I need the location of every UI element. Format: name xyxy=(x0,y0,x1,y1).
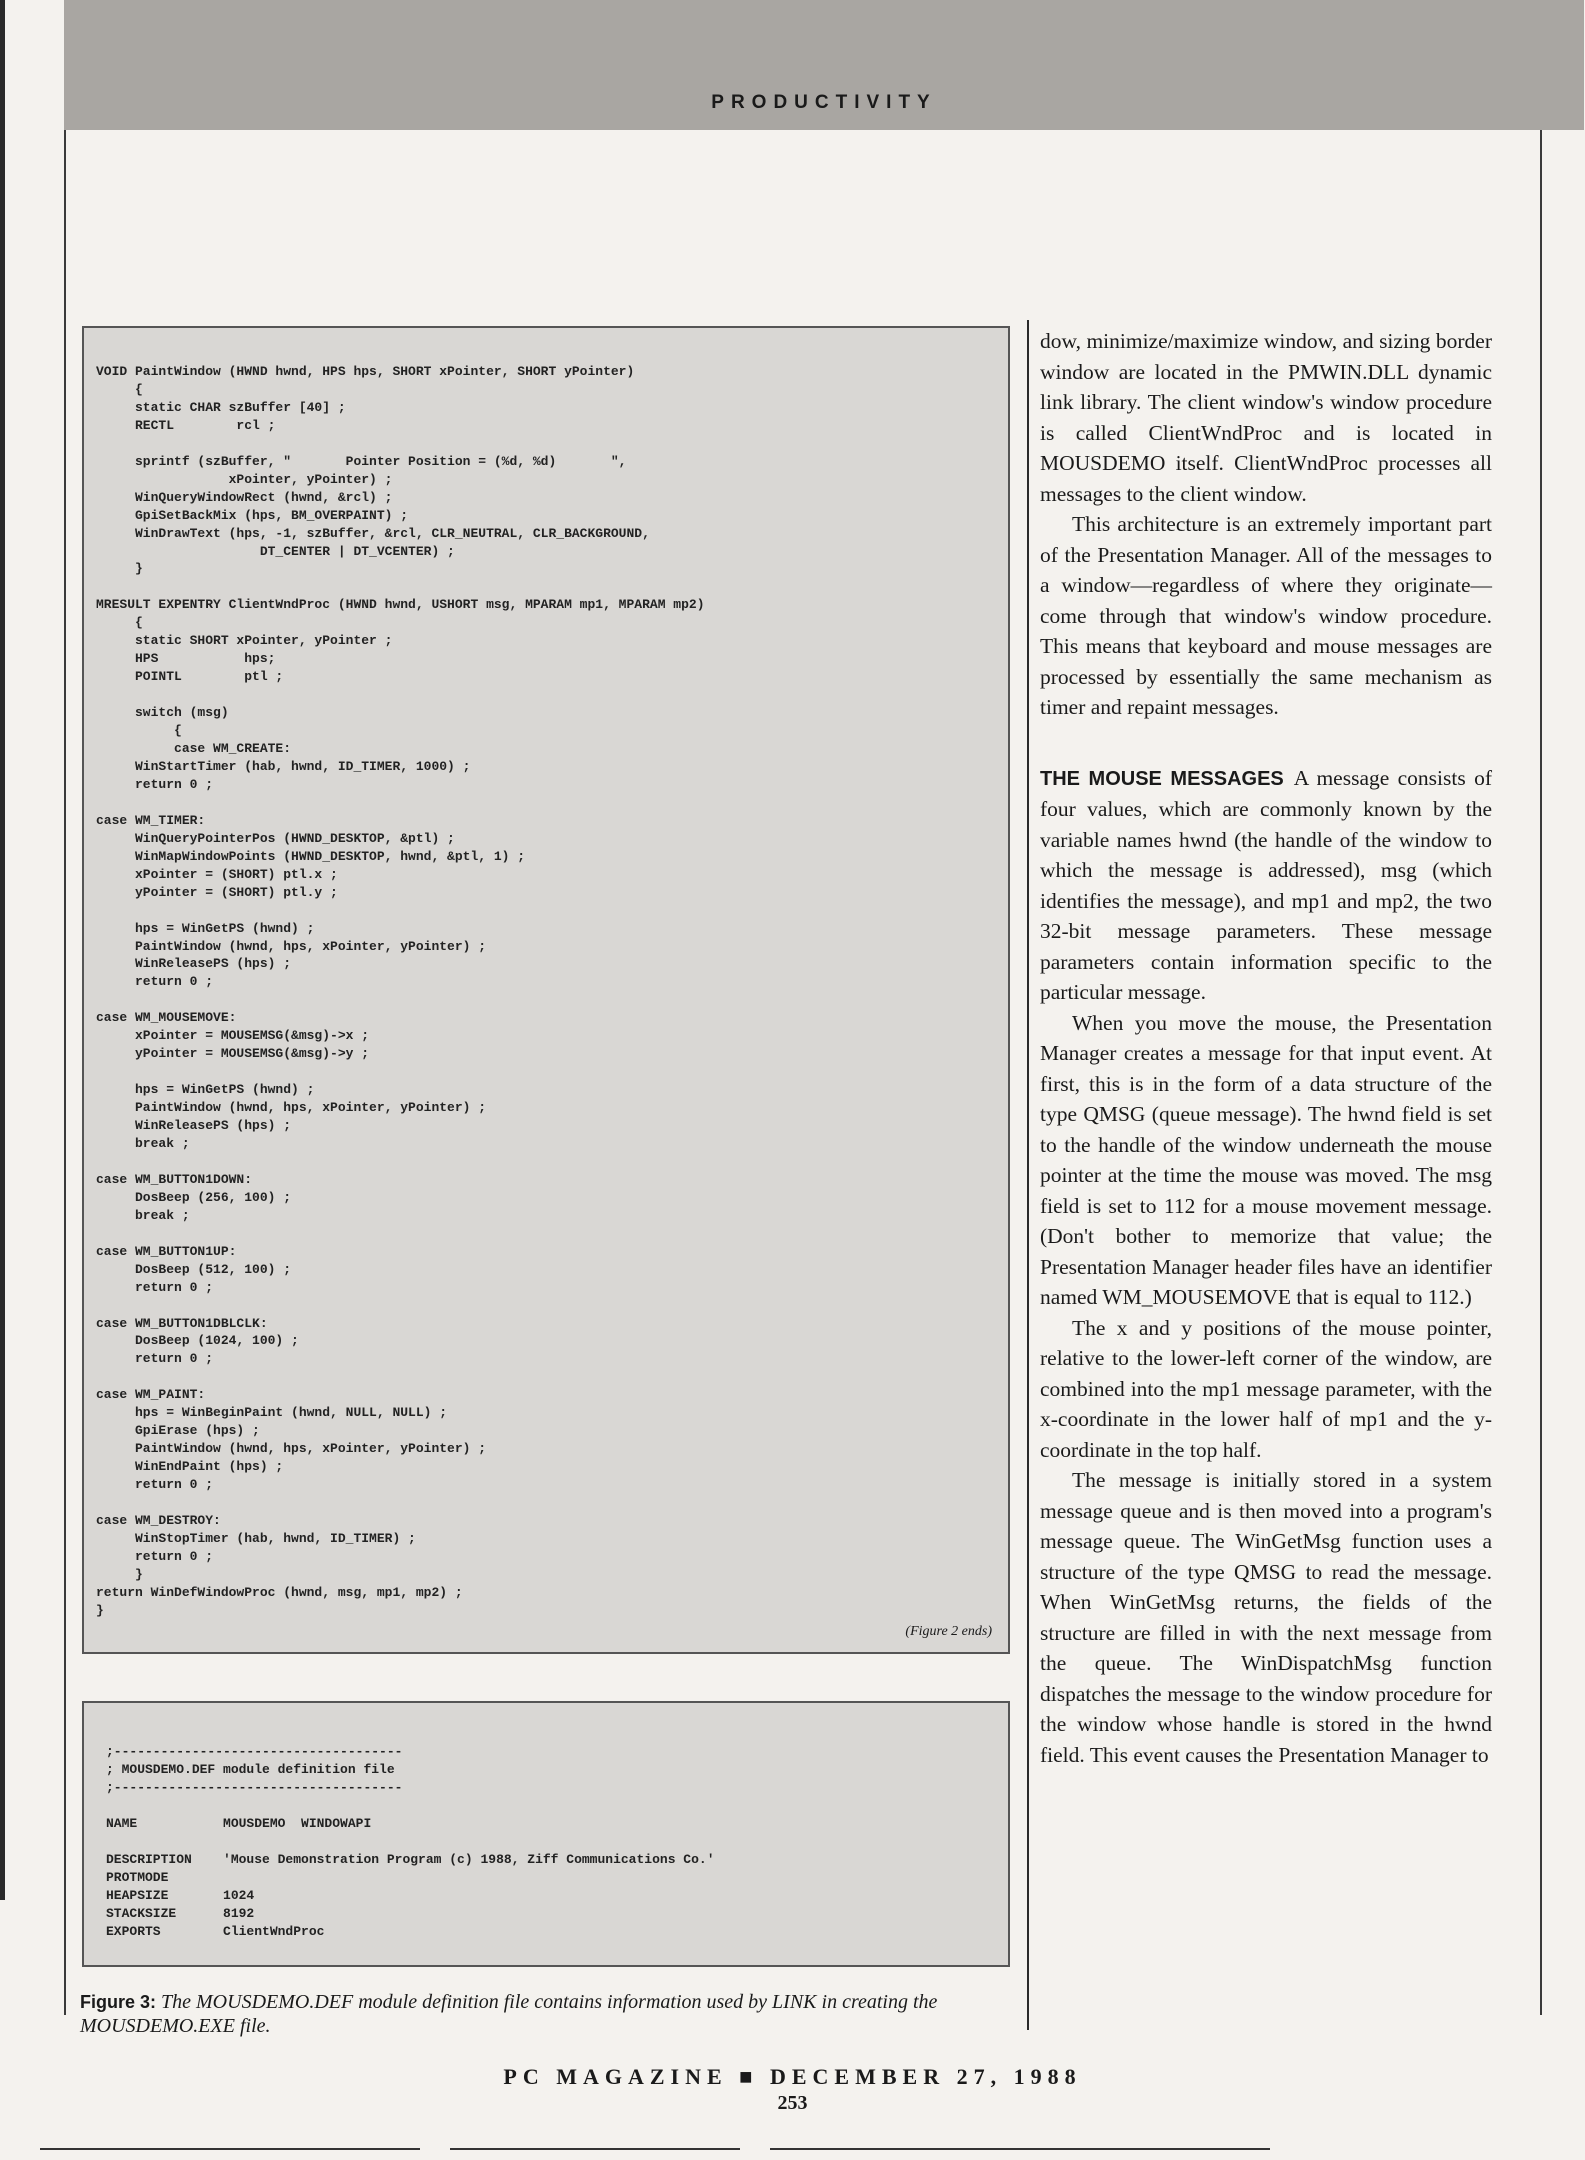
bottom-rule-2 xyxy=(450,2148,740,2150)
page-edge-rule xyxy=(0,0,5,1900)
footer-magazine: PC MAGAZINE ■ DECEMBER 27, 1988 xyxy=(503,2064,1082,2089)
figure3-code: ;------------------------------------- ; MOUSDEMO.DEF module definition file ;------------------------------------- NAME MOUSDEMO WINDOWAPI DESCRIPTION 'Mouse Demonstration Program (c) 1988, Ziff Communications Co.' PROTMODE HEAPSIZE 1024 STACKSIZE 8192 EXPORTS ClientWndProc xyxy=(106,1744,715,1939)
figure2-code: VOID PaintWindow (HWND hwnd, HPS hps, SHORT xPointer, SHORT yPointer) { static CHAR szBuffer [40] ; RECTL rcl ; sprintf (szBuffer, " Pointer Position = (%d, %d) ", xPointer, yPointer) ; WinQueryWindowRect (hwnd, &rcl) ; GpiSetBackMix (hps, BM_OVERPAINT) ; WinDrawText (hps, -1, szBuffer, &rcl, CLR_NEUTRAL, CLR_BACKGROUND, DT_CENTER | DT_VCENTER) ; } MRESULT EXPENTRY ClientWndProc (HWND hwnd, USHORT msg, MPARAM mp1, MPARAM mp2) { static SHORT xPointer, yPointer ; HPS hps; POINTL ptl ; switch (msg) { case WM_CREATE: WinStartTimer (hab, hwnd, ID_TIMER, 1000) ; return 0 ; case WM_TIMER: WinQueryPointerPos (HWND_DESKTOP, &ptl) ; WinMapWindowPoints (HWND_DESKTOP, hwnd, &ptl, 1) ; xPointer = (SHORT) ptl.x ; yPointer = (SHORT) ptl.y ; hps = WinGetPS (hwnd) ; PaintWindow (hwnd, hps, xPointer, yPointer) ; WinReleasePS (hps) ; return 0 ; case WM_MOUSEMOVE: xPointer = MOUSEMSG(&msg)->x ; yPointer = MOUSEMSG(&msg)->y ; hps = WinGetPS (hwnd) ; PaintWindow (hwnd, hps, xPointer, yPointer) ; WinReleasePS (hps) ; break ; case WM_BUTTON1DOWN: DosBeep (256, 100) ; break ; case WM_BUTTON1UP: DosBeep (512, 100) ; return 0 ; case WM_BUTTON1DBLCLK: DosBeep (1024, 100) ; return 0 ; case WM_PAINT: hps = WinBeginPaint (hwnd, NULL, NULL) ; GpiErase (hps) ; PaintWindow (hwnd, hps, xPointer, yPointer) ; WinEndPaint (hps) ; return 0 ; case WM_DESTROY: WinStopTimer (hab, hwnd, ID_TIMER) ; return 0 ; } return WinDefWindowProc (hwnd, msg, mp1, mp2) ; } xyxy=(96,364,705,1618)
paragraph-6: The message is initially stored in a system message queue and is then moved into a program's message queue. The WinGetMsg function uses a structure of the type QMSG to read the message. When WinGetMsg returns, the fields of the structure are filled in with the next message from the queue. The WinDispatchMsg function dispatches the message to the window procedure for the window whose handle is stored in the hwnd field. This event causes the Presentation Manager to xyxy=(1040,1468,1492,1767)
paragraph-1: dow, minimize/maximize window, and sizing border window are located in the PMWIN.DLL dynamic link library. The client window's window procedure is called ClientWndProc and is located in MOUSDEMO itself. ClientWndProc processes all messages to the client window. xyxy=(1040,329,1492,506)
figure3-caption xyxy=(80,1990,1000,2038)
paragraph-3 xyxy=(1040,763,1492,1008)
subhead-mouse-messages: THE MOUSE MESSAGES xyxy=(1040,767,1284,790)
paragraph-2: This architecture is an extremely important part of the Presentation Manager. All of the messages to a window—regardless of where they originate—come through that window's window procedure. This means that keyboard and mouse messages are processed by essentially the same mechanism as timer and repaint messages. xyxy=(1040,512,1492,719)
frame-left-rule xyxy=(64,130,66,2015)
frame-right-rule xyxy=(1540,130,1542,2015)
figure2-ends-label: (Figure 2 ends) xyxy=(905,1624,992,1639)
column-divider xyxy=(1027,320,1029,2030)
paragraph-3-text: A message consists of four values, which are commonly known by the variable names hwnd (the handle of the window to which the message is addressed), msg (which identifies the message), and mp1 and mp2, the two 32-bit message parameters. These message parameters contain information specific to the particular message. xyxy=(1040,765,1492,1004)
figure3-caption-text: The MOUSDEMO.DEF module definition file contains information used by LINK in creating the MOUSDEMO.EXE file. xyxy=(80,1991,938,2037)
article-column xyxy=(1040,326,1492,1770)
paragraph-4: When you move the mouse, the Presentation Manager creates a message for that input event. At first, this is in the form of a data structure of the type QMSG (queue message). The hwnd field is set to the handle of the window underneath the mouse pointer at the time the mouse was moved. The msg field is set to 112 for a mouse movement message. (Don't bother to memorize that value; the Presentation Manager header files have an identifier named WM_MOUSEMOVE that is equal to 112.) xyxy=(1040,1010,1492,1309)
page-number: 253 xyxy=(777,2092,808,2114)
bottom-rule-3 xyxy=(770,2148,1270,2150)
paragraph-5: The x and y positions of the mouse pointer, relative to the lower-left corner of the window, are combined into the mp1 message parameter, with the x-coordinate in the lower half of mp1 and the y-coordinate in the top half. xyxy=(1040,1315,1492,1462)
figure2-listing xyxy=(82,326,1010,1654)
bottom-rule-1 xyxy=(40,2148,420,2150)
figure3-caption-label: Figure 3: xyxy=(80,1992,157,2012)
figure3-listing xyxy=(82,1701,1010,1967)
section-title: PRODUCTIVITY xyxy=(711,92,937,113)
